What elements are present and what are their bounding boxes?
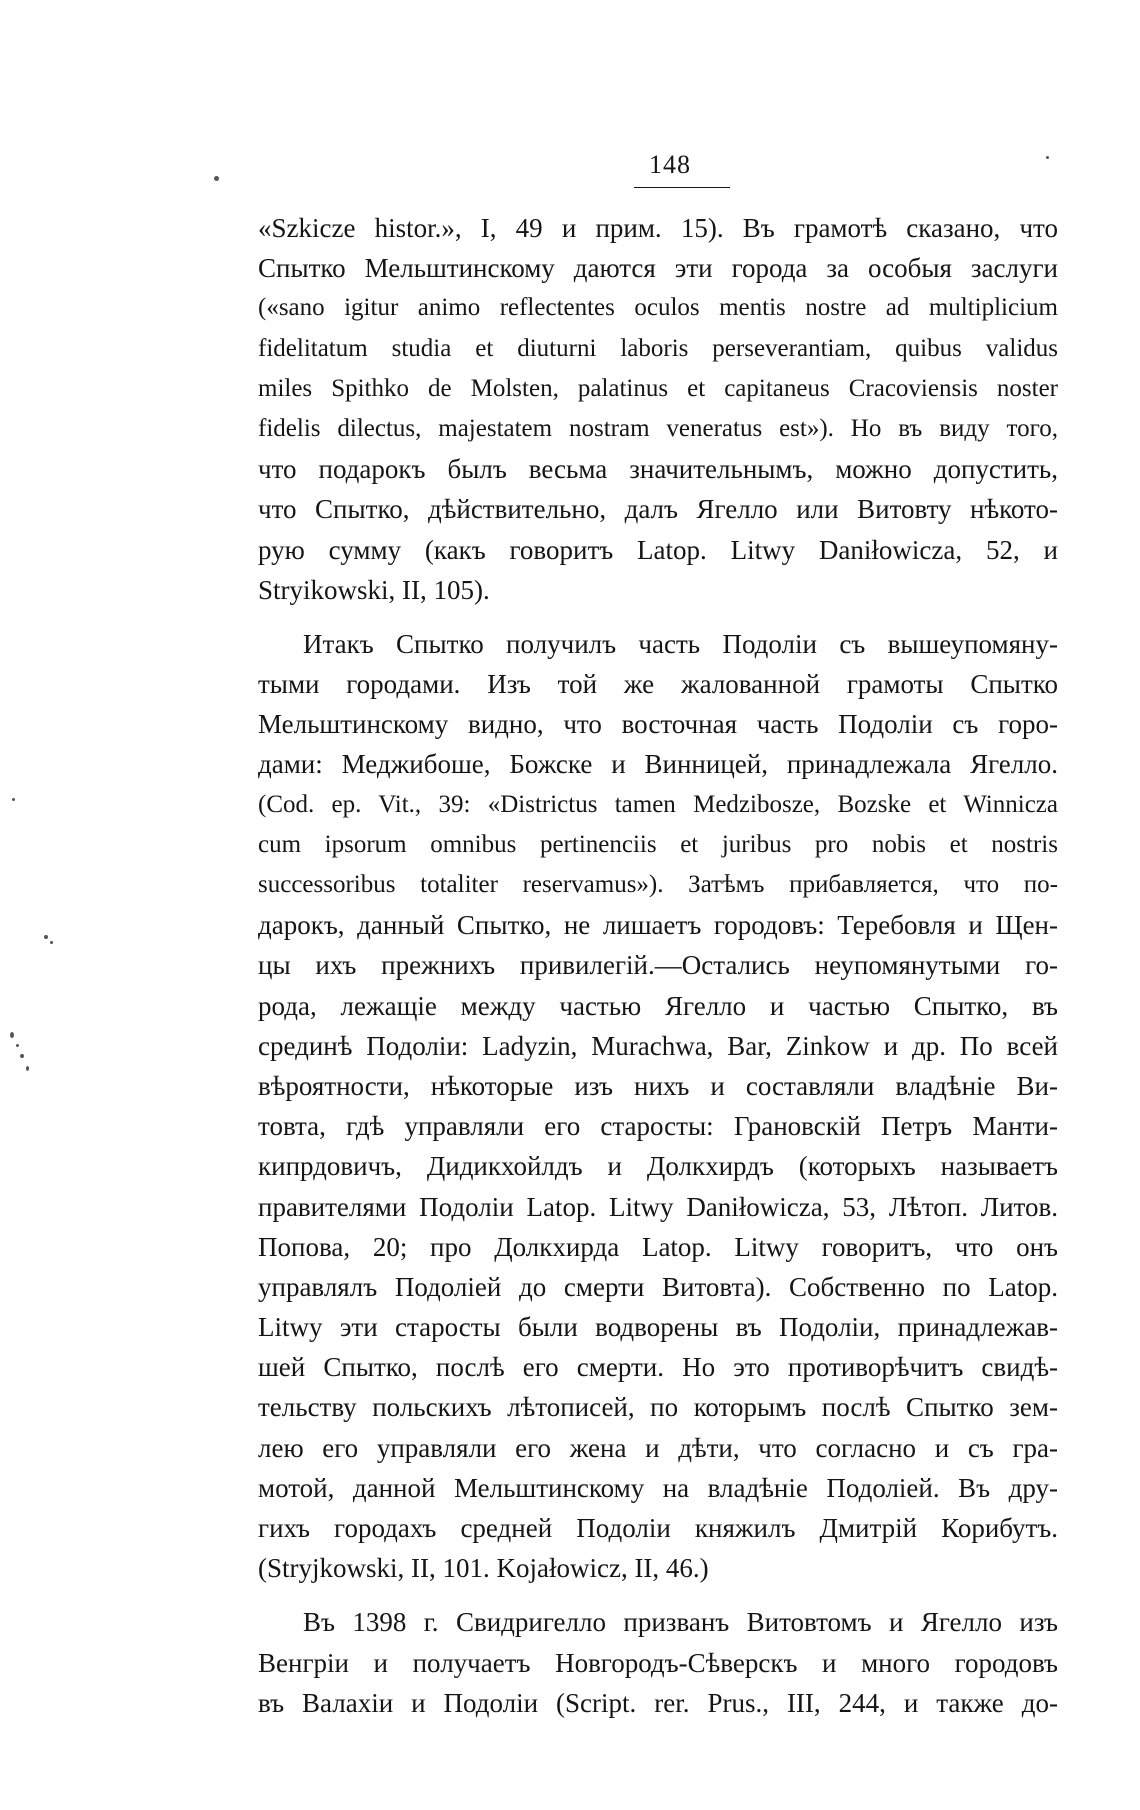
body-text <box>258 208 1058 1723</box>
text-line: Litwy эти старосты были водворены въ Подоліи, принадлежав- <box>258 1312 1058 1343</box>
text-line: Stryikowski, II, 105). <box>258 574 490 605</box>
text-line: Мельштинскому видно, что восточная часть Подоліи съ горо- <box>258 709 1058 740</box>
page-number-rule <box>634 187 730 188</box>
text-line: цы ихъ прежнихъ привилегій.—Остались неупомянутыми го- <box>258 950 1058 981</box>
paragraph-gap <box>258 1588 1058 1602</box>
text-line: «Szkicze histor.», I, 49 и прим. 15). Въ грамотѣ сказано, что <box>258 213 1058 243</box>
text-line: управлялъ Подоліей до смерти Витовта). Собственно по Latop. <box>258 1271 1058 1302</box>
text-line: («sano igitur animo reflectentes oculos mentis nostre ad multiplicium <box>258 294 1058 322</box>
text-line: правителями Подоліи Latop. Litwy Daniłowicza, 53, Лѣтоп. Литов. <box>258 1191 1058 1222</box>
text-line: дами: Меджибоше, Божске и Винницей, принадлежала Ягелло. <box>258 749 1058 780</box>
text-line: fidelitatum studia et diuturni laboris perseverantiam, quibus validus <box>258 334 1058 362</box>
text-line: вѣроятности, нѣкоторые изъ нихъ и составляли владѣніе Ви- <box>258 1070 1058 1101</box>
text-line: въ Валахіи и Подоліи (Script. rer. Prus., III, 244, и также до- <box>258 1687 1058 1718</box>
text-line: срединѣ Подоліи: Ladyzin, Murachwa, Bar, Zinkow и др. По всей <box>258 1030 1058 1061</box>
text-line: cum ipsorum omnibus pertinenciis et juribus pro nobis et nostris <box>258 830 1058 858</box>
page-number: 148 <box>649 150 691 179</box>
text-line: рода, лежащіе между частью Ягелло и частью Спытко, въ <box>258 990 1058 1021</box>
text-line: Въ 1398 г. Свидригелло призванъ Витовтомъ и Ягелло изъ <box>303 1607 1058 1638</box>
text-line: мотой, данной Мельштинскому на владѣніе Подоліей. Въ дру- <box>258 1472 1058 1503</box>
text-line: miles Spithko de Molsten, palatinus et capitaneus Cracoviensis noster <box>258 374 1058 402</box>
text-line: тыми городами. Изъ той же жалованной грамоты Спытко <box>258 669 1058 700</box>
text-line: дарокъ, данный Спытко, не лишаетъ городовъ: Теребовля и Щен- <box>258 910 1058 941</box>
text-line: шей Спытко, послѣ его смерти. Но это противорѣчитъ свидѣ- <box>258 1352 1058 1383</box>
text-line: Спытко Мельштинскому даются эти города за особыя заслуги <box>258 253 1058 284</box>
text-line: что подарокъ былъ весьма значительнымъ, можно допустить, <box>258 454 1058 485</box>
text-line: fidelis dilectus, majestatem nostram veneratus est»). Но въ виду того, <box>258 414 1058 442</box>
text-line: (Cod. ep. Vit., 39: «Districtus tamen Medziboszе, Bozske et Winnicza <box>258 790 1058 818</box>
text-line: Венгріи и получаетъ Новгородъ-Сѣверскъ и много городовъ <box>258 1647 1058 1678</box>
text-line: Попова, 20; про Долкхирда Latop. Litwy говоритъ, что онъ <box>258 1231 1058 1262</box>
text-line: Итакъ Спытко получилъ часть Подоліи съ вышеупомяну- <box>303 628 1058 659</box>
text-line: товта, гдѣ управляли его старосты: Грановскій Петръ Манти- <box>258 1111 1058 1142</box>
text-line: кипрдовичъ, Дидикхойлдъ и Долкхирдъ (которыхъ называетъ <box>258 1151 1058 1182</box>
text-line: что Спытко, дѣйствительно, далъ Ягелло или Витовту нѣкото- <box>258 494 1058 525</box>
text-line: тельству польскихъ лѣтописей, по которымъ послѣ Спытко зем- <box>258 1392 1058 1423</box>
text-line: (Stryjkowski, II, 101. Kojałowicz, II, 46.) <box>258 1553 709 1584</box>
text-line: гихъ городахъ средней Подоліи княжилъ Дмитрій Корибутъ. <box>258 1513 1058 1543</box>
text-line: successoribus totaliter reservamus»). Затѣмъ прибавляется, что по- <box>258 871 1058 898</box>
text-line: рую сумму (какъ говоритъ Latop. Litwy Daniłowicza, 52, и <box>258 534 1058 565</box>
text-line: лею его управляли его жена и дѣти, что согласно и съ гра- <box>258 1432 1058 1463</box>
paragraph-gap <box>258 610 1058 624</box>
